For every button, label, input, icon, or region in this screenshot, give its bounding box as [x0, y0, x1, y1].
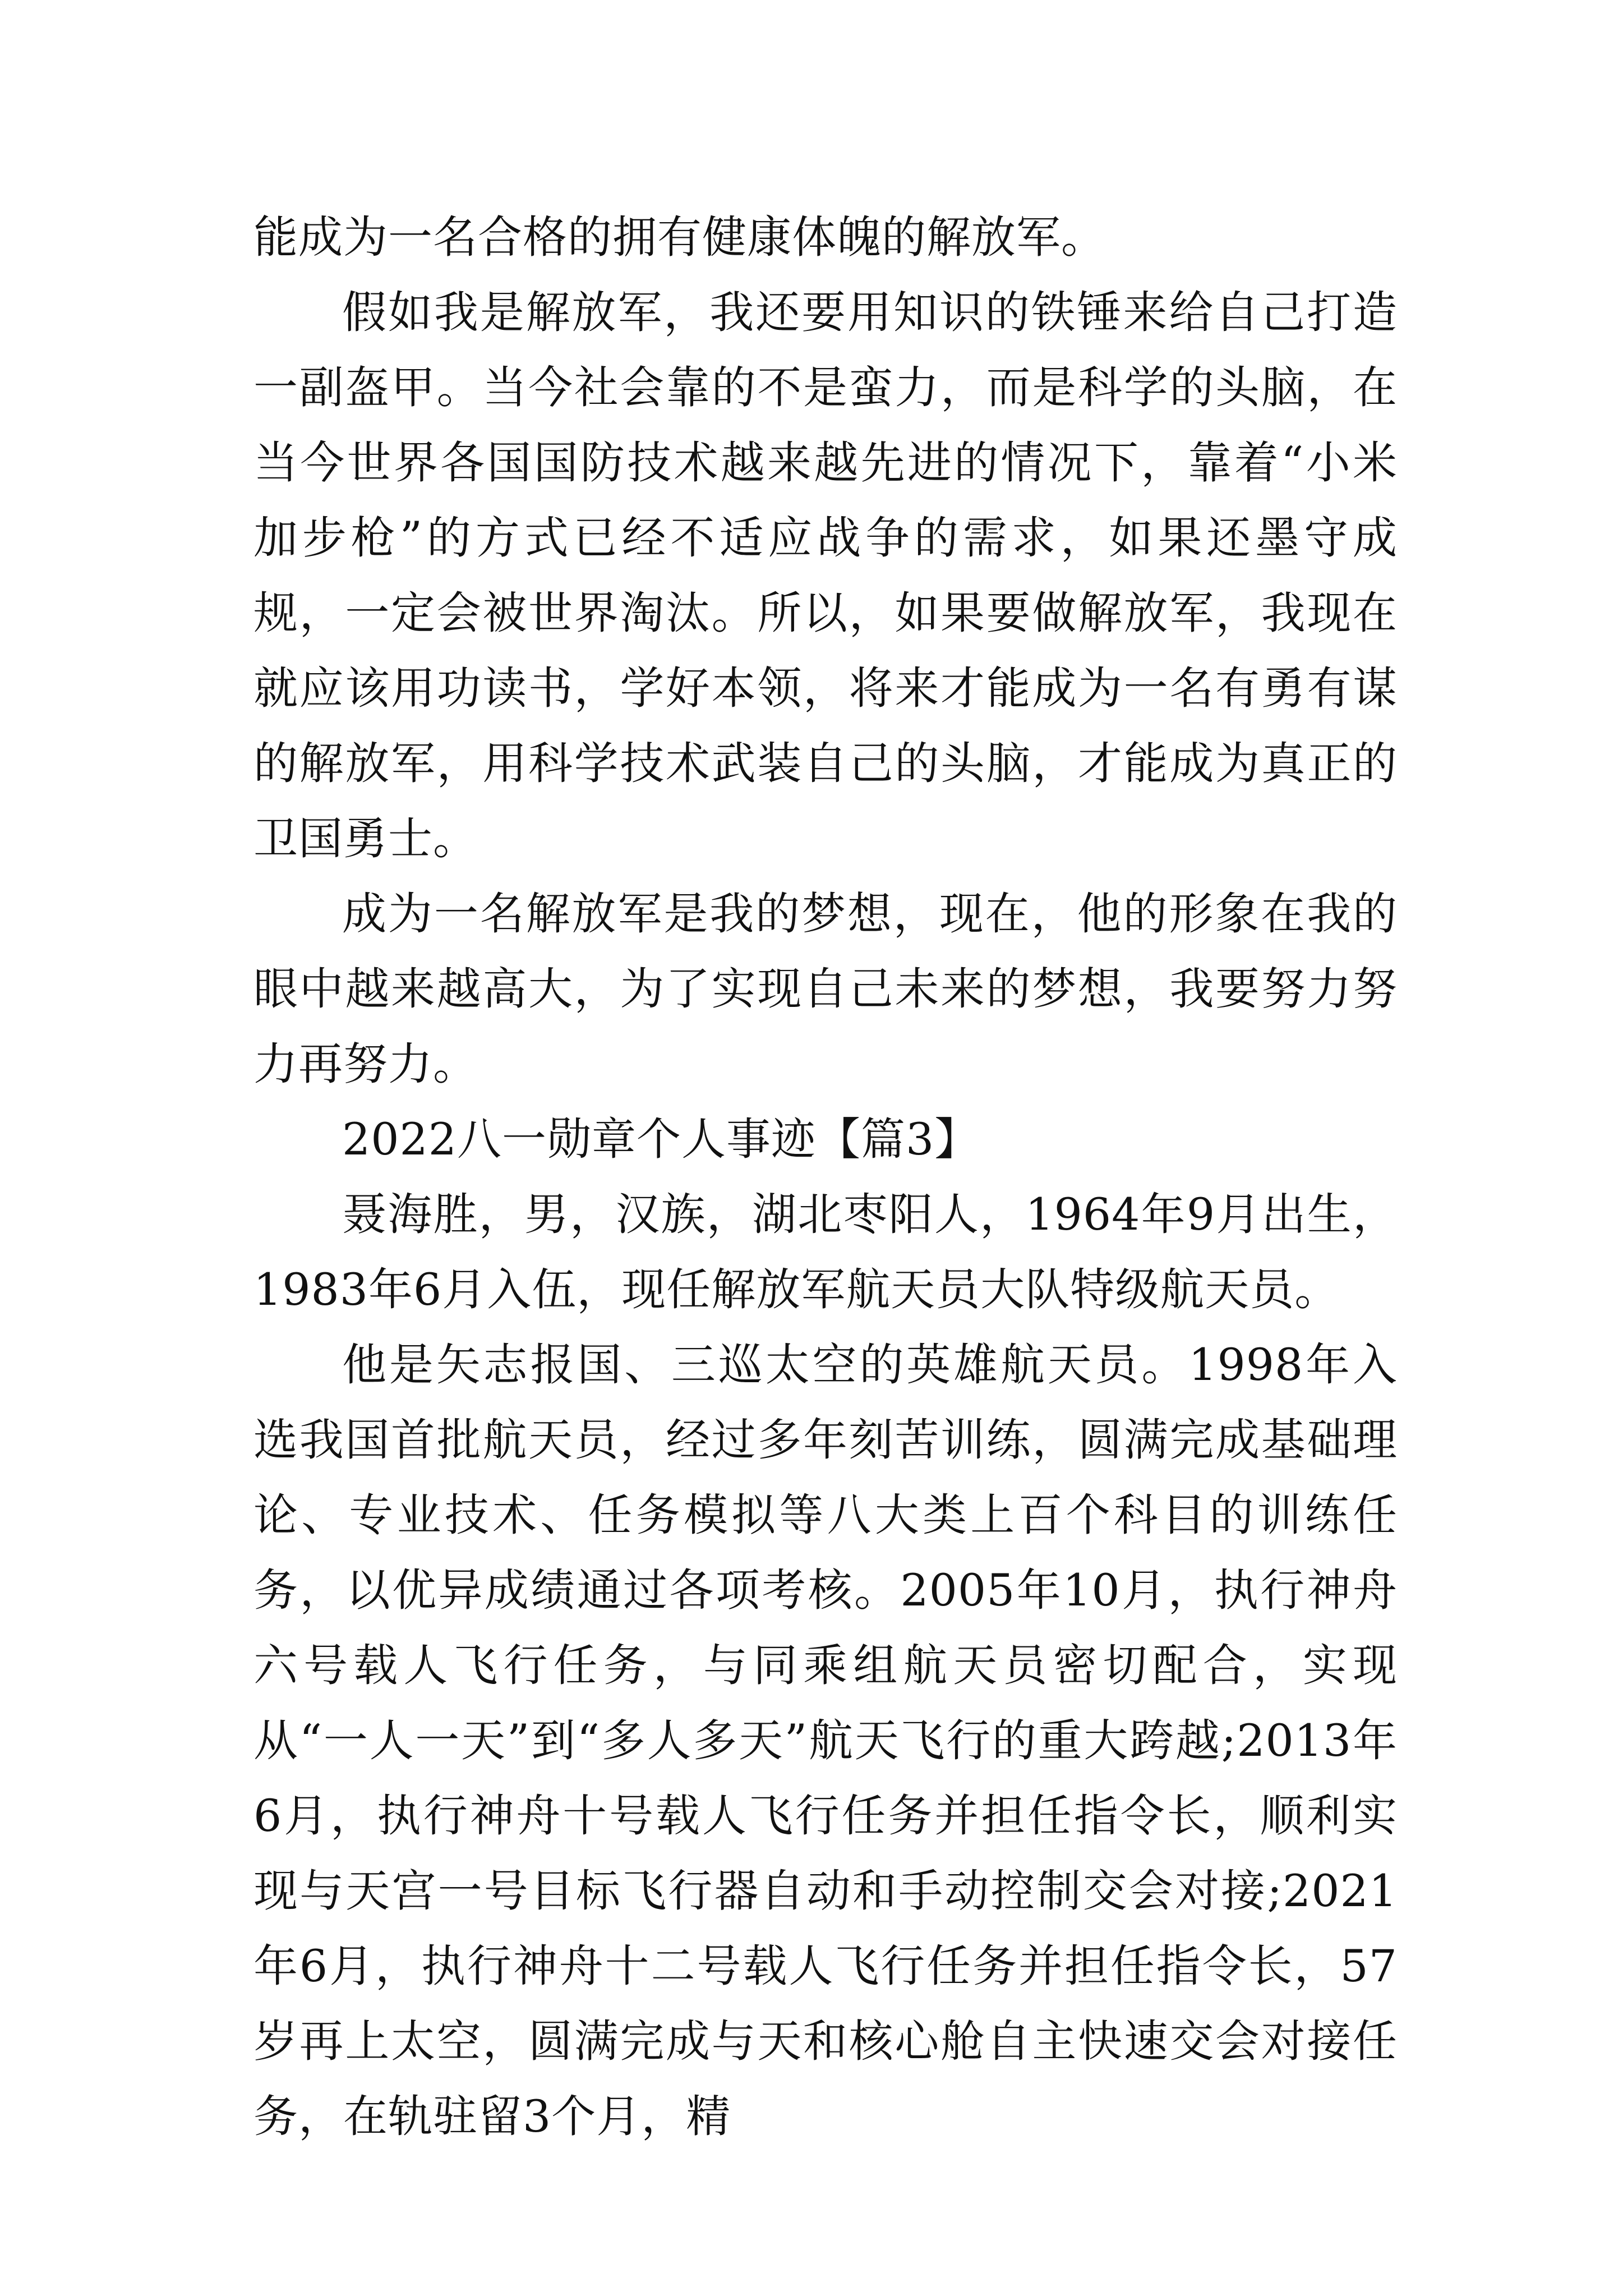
- paragraph-achievements: 他是矢志报国、三巡太空的英雄航天员。1998年入选我国首批航天员，经过多年刻苦训练，圆满完成基础理论、专业技术、任务模拟等八大类上百个科目的训练任务，以优异成绩通过各项考核。2005年10月，执行神舟六号载人飞行任务，与同乘组航天员密切配合，实现从“一人一天”到“多人多天”航天飞行的重大跨越;2013年6月，执行神舟十号载人飞行任务并担任指令长，顺利实现与天宫一号目标飞行器自动和手动控制交会对接;2021年6月，执行神舟十二号载人飞行任务并担任指令长，57岁再上太空，圆满完成与天和核心舱自主快速交会对接任务，在轨驻留3个月，精: [253, 1339, 1398, 2142]
- paragraph-dream: 成为一名解放军是我的梦想，现在，他的形象在我的眼中越来越高大，为了实现自己未来的梦想，我要努力努力再努力。: [253, 888, 1398, 1090]
- paragraph-profile: 聂海胜，男，汉族，湖北枣阳人，1964年9月出生，1983年6月入伍，现任解放军航天员大队特级航天员。: [253, 1189, 1398, 1315]
- paragraph-continuation: 能成为一名合格的拥有健康体魄的解放军。: [253, 211, 1106, 263]
- document-body: [253, 200, 1398, 2154]
- section-heading: 2022八一勋章个人事迹【篇3】: [342, 1114, 980, 1165]
- paragraph-armor-of-knowledge: 假如我是解放军，我还要用知识的铁锤来给自己打造一副盔甲。当今社会靠的不是蛮力，而是科学的头脑，在当今世界各国国防技术越来越先进的情况下，靠着“小米加步枪”的方式已经不适应战争的需求，如果还墨守成规，一定会被世界淘汰。所以，如果要做解放军，我现在就应该用功读书，学好本领，将来才能成为一名有勇有谋的解放军，用科学技术武装自己的头脑，才能成为真正的卫国勇士。: [253, 287, 1398, 864]
